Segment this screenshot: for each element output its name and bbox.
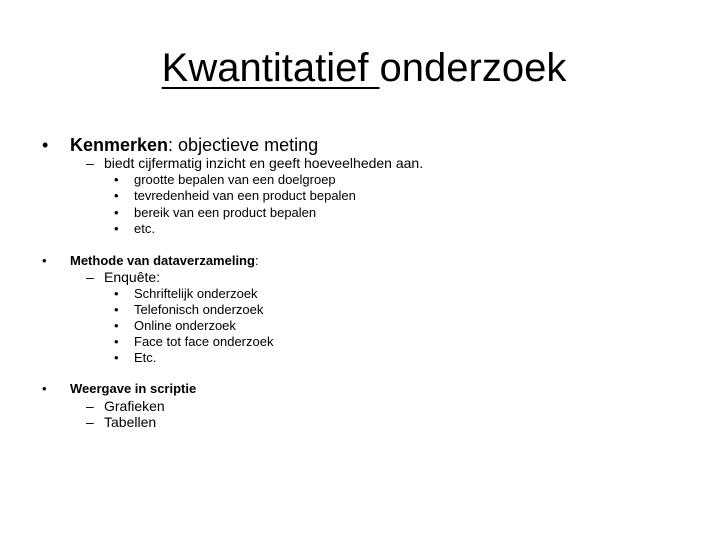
- bullet-icon: •: [42, 381, 47, 396]
- list-item: Tabellen: [104, 414, 157, 430]
- dash-icon: –: [86, 398, 94, 414]
- bullet-icon: •: [114, 302, 119, 317]
- bullet-icon: •: [114, 286, 119, 301]
- list-item: tevredenheid van een product bepalen: [134, 188, 356, 203]
- title-underlined: Kwantitatief: [161, 46, 380, 90]
- dash-icon: –: [86, 155, 94, 171]
- title-rest: onderzoek: [379, 46, 567, 90]
- section1-label: Kenmerken: [70, 135, 169, 155]
- list-item: bereik van een product bepalen: [134, 205, 317, 220]
- list-item: Schriftelijk onderzoek: [134, 286, 258, 301]
- list-item: Etc.: [134, 350, 157, 365]
- section2-rest: :: [254, 253, 259, 268]
- bullet-icon: •: [42, 253, 47, 268]
- list-item: Telefonisch onderzoek: [134, 302, 264, 317]
- section1-sub: biedt cijfermatig inzicht en geeft hoeveelheden aan.: [104, 155, 424, 171]
- section1-rest: : objectieve meting: [168, 135, 319, 155]
- bullet-icon: •: [114, 188, 119, 203]
- list-item: etc.: [134, 221, 155, 236]
- bullet-icon: •: [114, 318, 119, 333]
- bullet-icon: •: [114, 205, 119, 220]
- section1-heading: [70, 134, 318, 156]
- dash-icon: –: [86, 269, 94, 285]
- section3-heading: Weergave in scriptie: [70, 381, 197, 396]
- section2-label: Methode van dataverzameling: [70, 253, 255, 268]
- bullet-icon: •: [114, 221, 119, 236]
- list-item: Face tot face onderzoek: [134, 334, 274, 349]
- bullet-icon: •: [114, 172, 119, 187]
- list-item: Online onderzoek: [134, 318, 236, 333]
- bullet-icon: •: [42, 135, 49, 155]
- section2-heading: [70, 253, 259, 269]
- bullet-icon: •: [114, 334, 119, 349]
- list-item: Grafieken: [104, 398, 165, 414]
- slide-title: [0, 44, 728, 92]
- list-item: grootte bepalen van een doelgroep: [134, 172, 336, 187]
- bullet-icon: •: [114, 350, 119, 365]
- dash-icon: –: [86, 414, 94, 430]
- section2-sub: Enquête:: [104, 269, 161, 285]
